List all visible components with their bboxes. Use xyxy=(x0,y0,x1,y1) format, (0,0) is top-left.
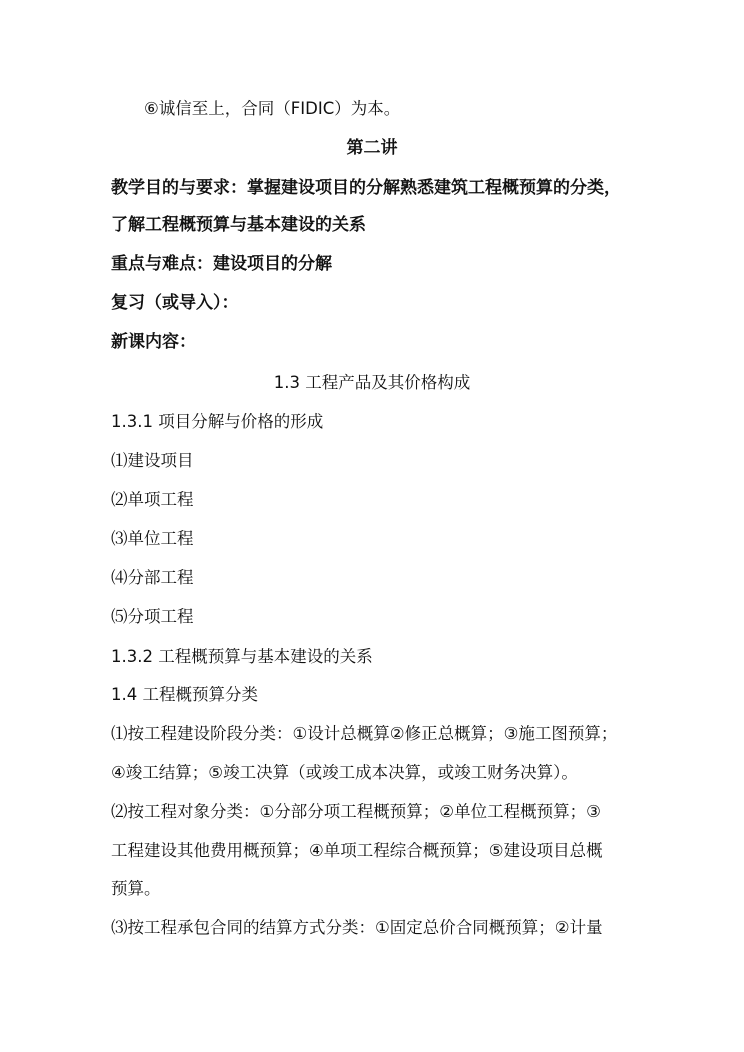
classification-3-line1: ⑶按工程承包合同的结算方式分类：①固定总价合同概预算；②计量 xyxy=(111,918,603,937)
teaching-goals-line2: 了解工程概预算与基本建设的关系 xyxy=(111,215,366,235)
list-item: ⑶单位工程 xyxy=(111,529,194,548)
section-1-3-2-heading: 1.3.2 工程概预算与基本建设的关系 xyxy=(111,647,373,666)
classification-1-line2: ④竣工结算；⑤竣工决算（或竣工成本决算，或竣工财务决算）。 xyxy=(111,763,578,782)
list-item: ⑴建设项目 xyxy=(111,451,194,470)
list-item: ⑵单项工程 xyxy=(111,490,194,509)
classification-2-line3: 预算。 xyxy=(111,879,161,898)
paragraph-fidic: ⑥诚信至上，合同（FIDIC）为本。 xyxy=(144,99,401,118)
list-item: ⑷分部工程 xyxy=(111,568,194,587)
teaching-goals-line1: 教学目的与要求：掌握建设项目的分解熟悉建筑工程概预算的分类， xyxy=(111,178,621,198)
classification-1-line1: ⑴按工程建设阶段分类：①设计总概算②修正总概算；③施工图预算； xyxy=(111,724,618,743)
section-1-3-1-heading: 1.3.1 项目分解与价格的形成 xyxy=(111,412,324,431)
key-points: 重点与难点：建设项目的分解 xyxy=(111,254,332,274)
new-content-heading: 新课内容： xyxy=(111,332,196,352)
list-item: ⑸分项工程 xyxy=(111,607,194,626)
lecture-title: 第二讲 xyxy=(346,138,398,158)
classification-2-line2: 工程建设其他费用概预算；④单项工程综合概预算；⑤建设项目总概 xyxy=(111,841,603,860)
section-1-4-heading: 1.4 工程概预算分类 xyxy=(111,685,258,704)
review-heading: 复习（或导入）： xyxy=(111,293,239,313)
classification-2-line1: ⑵按工程对象分类：①分部分项工程概预算；②单位工程概预算；③ xyxy=(111,802,601,821)
section-1-3-heading: 1.3 工程产品及其价格构成 xyxy=(273,373,471,392)
